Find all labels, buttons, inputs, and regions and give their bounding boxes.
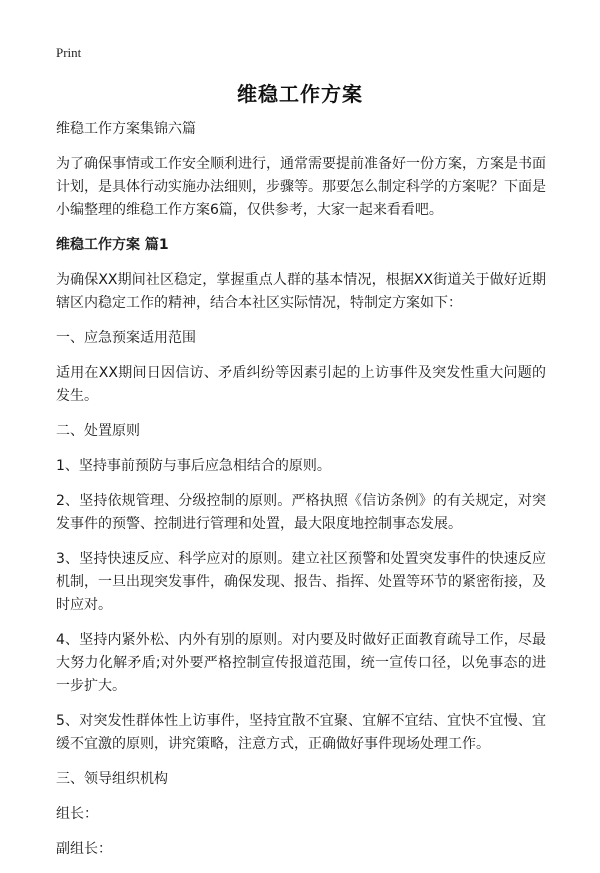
principle-item: 4、坚持内紧外松、内外有别的原则。对内要及时做好正面教育疏导工作，尽最大努力化解矛盾;对外要严格控制宣传报道范围，统一宣传口径，以免事态的进一步扩大。: [56, 632, 546, 694]
principle-item: 5、对突发性群体性上访事件，坚持宜散不宜聚、宜解不宜结、宜快不宜慢、宜缓不宜激的原则，讲究策略，注意方式，正确做好事件现场处理工作。: [56, 713, 546, 752]
intro-paragraph: 为了确保事情或工作安全顺利进行，通常需要提前准备好一份方案，方案是书面计划，是具体行动实施办法细则，步骤等。那要怎么制定科学的方案呢？下面是小编整理的维稳工作方案6篇，仅供参考，大家一起来看看吧。: [56, 156, 546, 218]
deputy-leader-line: 副组长：: [56, 841, 112, 857]
document-body: [56, 118, 546, 873]
heading-scope: 一、应急预案适用范围: [56, 330, 196, 346]
section-intro: 为确保XX期间社区稳定，掌握重点人群的基本情况，根据XX街道关于做好近期辖区内稳定工作的精神，结合本社区实际情况，特制定方案如下：: [56, 272, 546, 311]
heading-principles: 二、处置原则: [56, 423, 140, 439]
leader-line: 组长：: [56, 806, 98, 822]
principle-item: 1、坚持事前预防与事后应急相结合的原则。: [56, 458, 331, 474]
principle-item: 3、坚持快速反应、科学应对的原则。建立社区预警和处置突发事件的快速反应机制，一旦出现突发事件，确保发现、报告、指挥、处置等环节的紧密衔接，及时应对。: [56, 551, 546, 613]
section-title: 维稳工作方案 篇1: [56, 237, 169, 253]
print-label[interactable]: Print: [56, 45, 82, 60]
subtitle: 维稳工作方案集锦六篇: [56, 121, 196, 137]
document-title: 维稳工作方案: [237, 82, 363, 106]
heading-organization: 三、领导组织机构: [56, 771, 168, 787]
scope-paragraph: 适用在XX期间日因信访、矛盾纠纷等因素引起的上访事件及突发性重大问题的发生。: [56, 365, 546, 404]
principle-item: 2、坚持依规管理、分级控制的原则。严格执照《信访条例》的有关规定，对突发事件的预警、控制进行管理和处置，最大限度地控制事态发展。: [56, 493, 546, 532]
